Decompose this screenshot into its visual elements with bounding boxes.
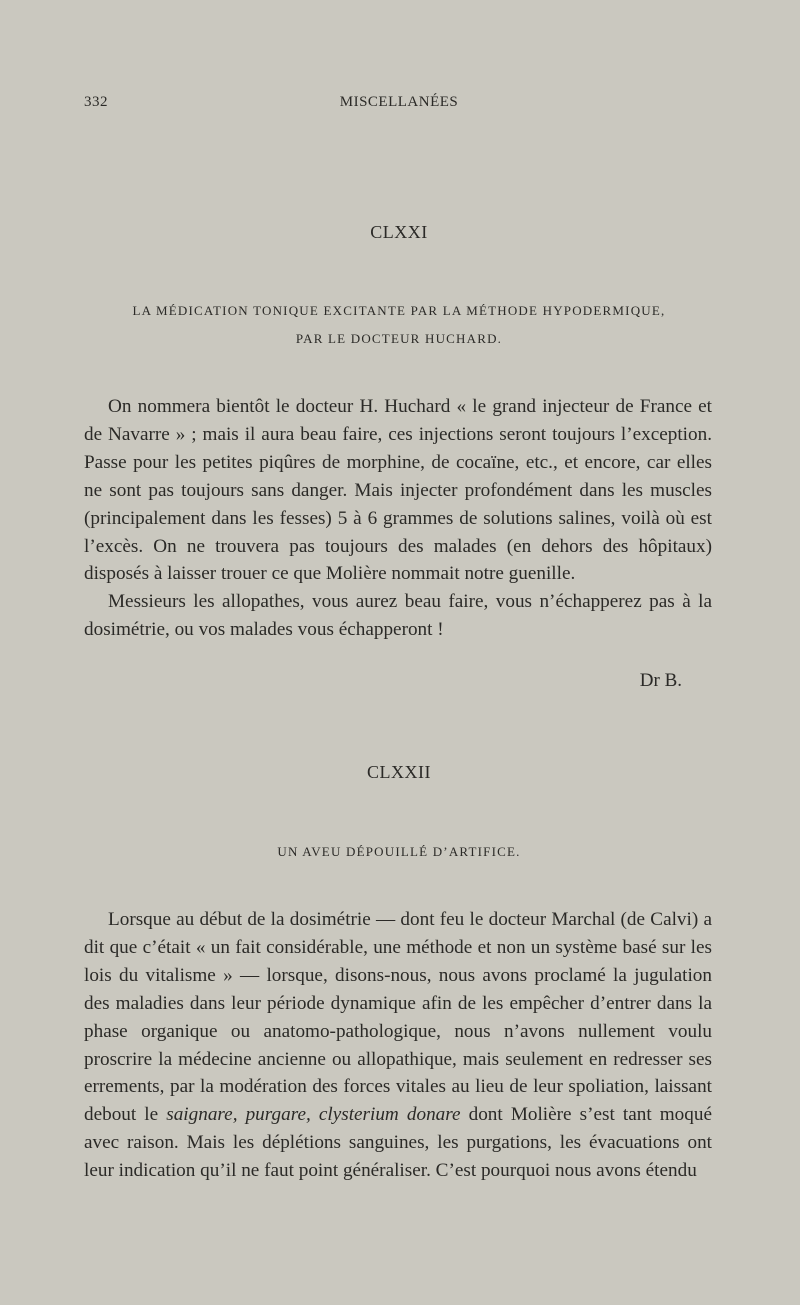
paragraph-text: Lorsque au début de la dosimétrie — dont feu le docteur Marchal (de Calvi) a dit que c’était « un fait considérable, une méthode et non un système basé sur les lois du vitalisme » — lorsque, disons-nous, nous avons proclamé la jugulation des maladies dans leur période dynamique afin de les empêcher d’entrer dans la phase organique ou anatomo-pathologique, nous n’avons nullement voulu proscrire la médecine ancienne ou allopathique, mais seulement en redresser ses errements, par la modération des forces vitales au lieu de leur spoliation, laissant debout le <box>84 909 712 1126</box>
signature: Dr B. <box>639 670 682 691</box>
paragraph <box>84 906 712 1185</box>
section-number: CLXXII <box>367 762 431 782</box>
section-title-line: PAR LE DOCTEUR HUCHARD. <box>295 331 503 346</box>
section-title <box>84 838 714 866</box>
section-body <box>84 906 712 1185</box>
section-title <box>84 297 714 353</box>
section-title-line: UN AVEU DÉPOUILLÉ D’ARTIFICE. <box>277 844 521 859</box>
section-title-line: LA MÉDICATION TONIQUE EXCITANTE PAR LA MÉTHODE HYPODERMIQUE, <box>132 303 666 318</box>
page-number: 332 <box>84 94 108 110</box>
section-number: CLXXI <box>370 222 428 242</box>
running-head <box>84 94 714 118</box>
paragraph: On nommera bientôt le docteur H. Huchard « le grand injecteur de France et de Navarre » ; mais il aura beau faire, ces injections seront toujours l’exception. Passe pour les petites piqûres de morphine, de cocaïne, etc., et encore, car elles ne sont pas toujours sans danger. Mais injecter profondément dans les muscles (principalement dans les fesses) 5 à 6 grammes de solutions salines, voilà où est l’excès. On ne trouvera pas toujours des malades (en dehors des hôpitaux) disposés à laisser trouer ce que Molière nommait notre guenille. <box>84 396 712 585</box>
running-title: MISCELLANÉES <box>339 94 459 110</box>
paragraph-text: dont Molière s’est tant moqué avec raison. Mais les déplétions sanguines, les purgations, les évacuations ont leur indication qu’il ne faut point généraliser. C’est pourquoi nous avons étendu <box>84 1104 712 1182</box>
latin-phrase: saignare, purgare, clysterium donare <box>166 1104 461 1126</box>
section-body <box>84 393 712 644</box>
paragraph: Messieurs les allopathes, vous aurez beau faire, vous n’échapperez pas à la dosimétrie, ou vos malades vous échapperont ! <box>84 591 712 641</box>
